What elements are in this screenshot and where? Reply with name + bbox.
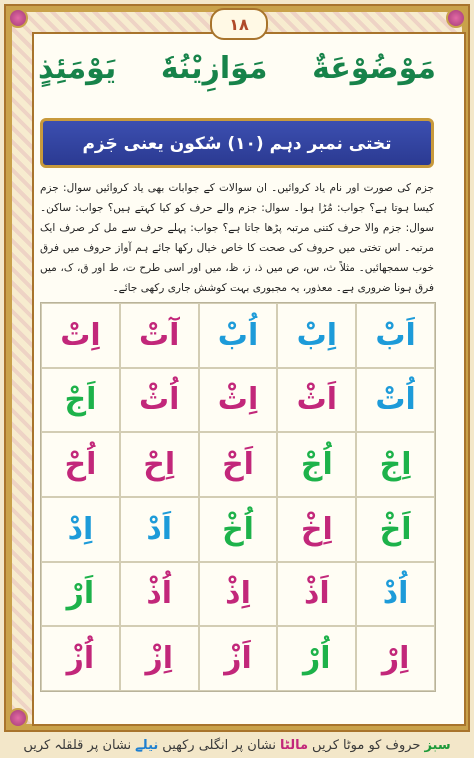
footer-orange-word: مالٹا — [280, 737, 309, 753]
lesson-title: تختی نمبر دہم (۱۰) سُکون یعنی جَزم — [82, 133, 392, 154]
corner-ornament — [8, 708, 28, 728]
letter-cell: اِحْ — [120, 432, 199, 497]
page-number: ۱۸ — [210, 8, 268, 40]
letter-cell: اِخْ — [277, 497, 356, 562]
letter-cell: اُجْ — [277, 432, 356, 497]
letter-cell: آتْ — [120, 303, 199, 368]
letter-cell: اُتْ — [356, 368, 435, 433]
footer-legend — [0, 734, 474, 756]
footer-blue-word: نیلے — [135, 737, 159, 753]
letter-cell: اَثْ — [277, 368, 356, 433]
letter-cell: اِثْ — [199, 368, 278, 433]
letter-cell: اَدْ — [120, 497, 199, 562]
letter-cell: اُزْ — [41, 626, 120, 691]
letter-cell: اُبْ — [199, 303, 278, 368]
letter-cell: اُخْ — [199, 497, 278, 562]
header-word: مَوَازِيْنُهٗ — [160, 50, 268, 86]
corner-ornament — [8, 8, 28, 28]
letter-cell: اِبْ — [277, 303, 356, 368]
letter-cell: اَرْ — [41, 562, 120, 627]
letter-grid — [40, 302, 436, 692]
header-word: مَوْضُوْعَةٌ — [312, 50, 436, 86]
letter-cell: اَجْ — [41, 368, 120, 433]
letter-cell: اِزْ — [120, 626, 199, 691]
footer-green-word: سبز — [424, 737, 451, 753]
letter-cell: اَخْ — [356, 497, 435, 562]
corner-ornament — [446, 8, 466, 28]
letter-cell: اُرْ — [277, 626, 356, 691]
footer-text: حروف کو موٹا کریں — [312, 737, 421, 753]
footer-text: نشان پر قلقلہ کریں — [23, 737, 132, 753]
letter-cell: اُذْ — [120, 562, 199, 627]
letter-cell: اَذْ — [277, 562, 356, 627]
instructions-text: جزم کی صورت اور نام یاد کروائیں۔ ان سوالات کے جوابات بھی یاد کروائیں سوال: جزم کیسا ہوتا ہے؟ جواب: مُڑا ہوا۔ سوال: جزم والے حرف کو کیا کہتے ہیں؟ جواب: ساکن۔ سوال: جزم والا حرف کتنی مرتبہ پڑھا جاتا ہے؟ جواب: پہلے حرف سے مل کر صرف ایک مرتبہ۔ اس تختی میں حروف کی صحت کا خاص خیال رکھا جائے ہم آواز حروف میں فرق خوب سمجھائیں۔ مثلاً ث، س، ص میں ذ، ز، ظ، میں اور اسی طرح ت، ط اور ق، ک، میں فرق ہونا ضروری ہے۔ معذور، یہ مجبوری بہت کوشش جاری رکھی جائے۔ — [40, 182, 434, 294]
header-words — [38, 38, 436, 98]
letter-cell: اُحْ — [41, 432, 120, 497]
letter-cell: اُثْ — [120, 368, 199, 433]
letter-cell: اَحْ — [199, 432, 278, 497]
header-word: يَوْمَئِذٍ — [38, 50, 117, 86]
letter-cell: اِذْ — [199, 562, 278, 627]
letter-cell: اِتْ — [41, 303, 120, 368]
footer-text: نشان پر انگلی رکھیں — [162, 737, 277, 753]
letter-cell: اَزْ — [199, 626, 278, 691]
letter-cell: اِدْ — [41, 497, 120, 562]
letter-cell: اِرْ — [356, 626, 435, 691]
letter-cell: اِجْ — [356, 432, 435, 497]
letter-cell: اُدْ — [356, 562, 435, 627]
letter-cell: اَبْ — [356, 303, 435, 368]
lesson-title-banner — [40, 118, 434, 168]
